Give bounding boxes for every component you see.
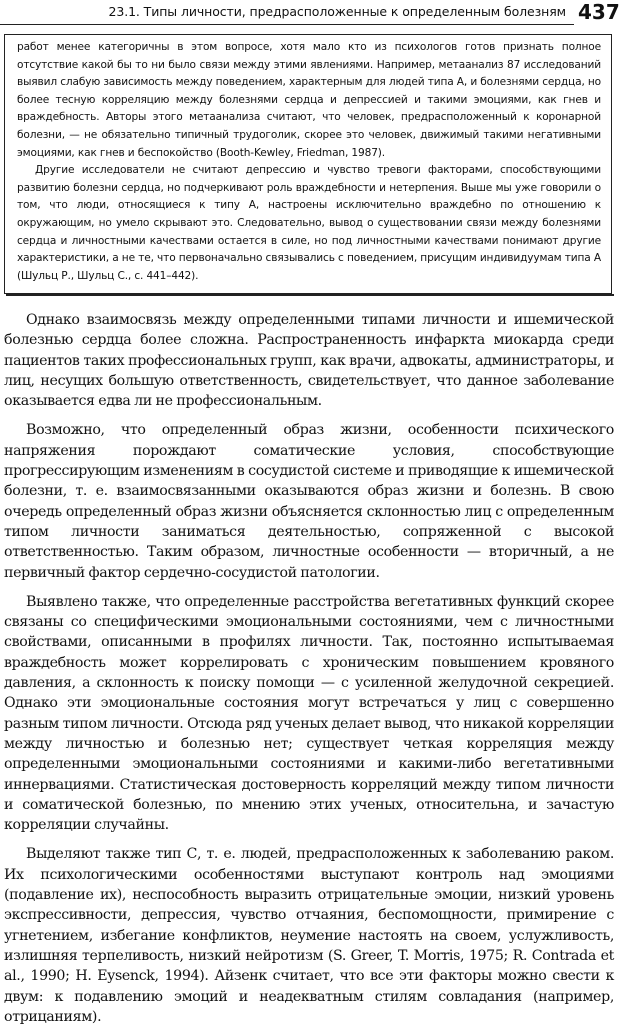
body-paragraph: Однако взаимосвязь между определенными типами личности и ишемической болезнью сердца более сложна. Распространенность инфаркта миокарда среди пациентов таких профессиональных групп, как врачи, адвокаты, администраторы, и лиц, несущих большую ответственность, свидетельствует, что данное заболевание оказывается едва ли не профессиональным. bbox=[4, 312, 614, 410]
page-number: 437 bbox=[578, 0, 620, 24]
header-rule bbox=[0, 24, 574, 25]
box-bottom-rule bbox=[6, 294, 614, 296]
quote-box bbox=[4, 34, 612, 294]
body-paragraph: Выявлено также, что определенные расстройства вегетативных функций скорее связаны со специфическими эмоциональными состояниями, чем с личностными свойствами, описанными в профилях личности. Так, постоянно испытываемая враждебность может коррелировать с хроническим повышением кровяного давления, а склонность к поиску помощи — с усиленной желудочной секрецией. Однако эти эмоциональные состояния могут встречаться у лиц с совершенно разным типом личности. Отсюда ряд ученых делает вывод, что никакой корреляции между личностью и болезнью нет; существует четкая корреляция между определенными эмоциональными состояниями и какими-либо вегетативными иннервациями. Статистическая достоверность корреляций между типом личности и соматической болезнью, по мнению этих ученых, относительна, и зачастую корреляции случайны. bbox=[4, 593, 614, 834]
box-paragraph: Другие исследователи не считают депрессию и чувство тревоги факторами, способствующими развитию болезни сердца, но подчеркивают роль враждебности и нетерпения. Выше мы уже говорили о том, что люди, относящиеся к типу А, настроены исключительно враждебно по отношению к окружающим, но умело скрывают это. Следовательно, вывод о существовании связи между болезнями сердца и личностными качествами остается в силе, но под личностными качествами понимают другие характеристики, а не те, что первоначально связывались с поведением, присущим индивидуумам типа А (Шульц Р., Шульц С., с. 441–442). bbox=[17, 164, 601, 282]
body-paragraph: Возможно, что определенный образ жизни, особенности психического напряжения порождают соматические условия, способствующие прогрессирующим изменениям в сосудистой системе и приводящие к ишемической болезни, т. е. взаимосвязанными оказываются образ жизни и болезнь. В свою очередь определенный образ жизни объясняется склонностью лиц с определенным типом личности заниматься деятельностью, сопряженной с высокой ответственностью. Таким образом, личностные особенности — вторичный, а не первичный фактор сердечно-сосудистой патологии. bbox=[4, 422, 614, 581]
body-paragraph: Выделяют также тип С, т. е. людей, предрасположенных к заболеванию раком. Их психологическими особенностями выступают контроль над эмоциями (подавление их), неспособность выразить отрицательные эмоции, низкий уровень экспрессивности, депрессия, чувство отчаяния, беспомощности, примирение с угнетением, избегание конфликтов, неумение настоять на своем, услужливость, излишняя терпеливость, низкий нейротизм (S. Greer, T. Morris, 1975; R. Contrada et al., 1990; H. Eysenck, 1994). Айзенк считает, что все эти факторы можно свести к двум: к подавлению эмоций и неадекватным стилям совладания (например, отрицаниям). bbox=[4, 846, 614, 1025]
box-paragraph: работ менее категоричны в этом вопросе, хотя мало кто из психологов готов признать полное отсутствие какой бы то ни было связи между этими явлениями. Например, метаанализ 87 исследований выявил слабую зависимость между поведением, характерным для людей типа А, и болезнями сердца, но более тесную корреляцию между болезнями сердца и депрессией и такими эмоциями, как гнев и враждебность. Авторы этого метаанализа считают, что человек, предрасположенный к коронарной болезни, — не обязательно типичный трудоголик, скорее это человек, движимый такими негативными эмоциями, как гнев и беспокойство (Booth-Kewley, Friedman, 1987). bbox=[17, 41, 601, 159]
page-header bbox=[0, 0, 620, 30]
main-text bbox=[4, 310, 614, 1036]
running-title: 23.1. Типы личности, предрасположенные к определенным болезням bbox=[108, 4, 566, 19]
